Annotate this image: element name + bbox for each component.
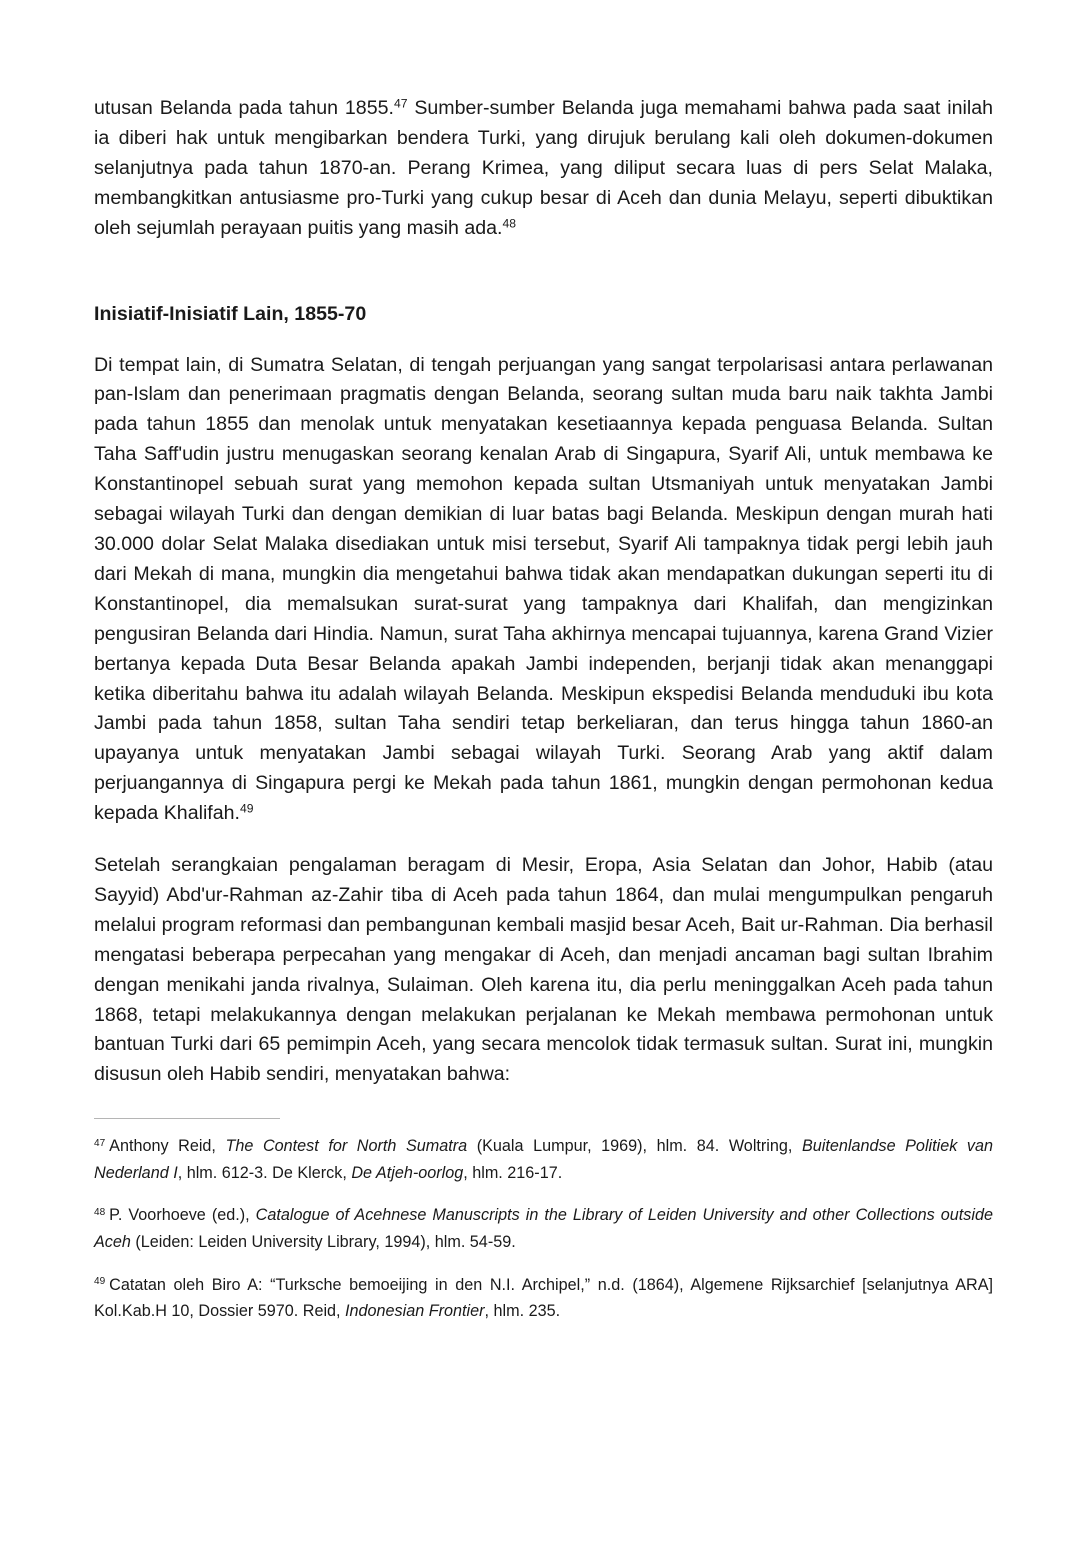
- footnote-text: , hlm. 235.: [484, 1302, 561, 1321]
- footnote-number: 49: [94, 1276, 106, 1288]
- footnote-48: [94, 1202, 993, 1255]
- footnote-47: [94, 1133, 993, 1186]
- footnote-title: Indonesian Frontier: [345, 1302, 485, 1321]
- footnote-text: Catatan oleh Biro A: “Turksche bemoeijing in den N.I. Archipel,” n.d. (1864), Algemene Rijksarchief [selanjutnya ARA] Kol.Kab.H 10, Dossier 5970. Reid,: [94, 1275, 993, 1321]
- paragraph-1: [94, 94, 993, 244]
- footnote-title: Buitenlandse Politiek van Nederland I: [94, 1137, 993, 1182]
- footnote-title: De Atjeh-oorlog: [351, 1163, 464, 1182]
- text-segment: Setelah serangkaian pengalaman beragam di Mesir, Eropa, Asia Selatan dan Johor, Habib (atau Sayyid) Abd'ur-Rahman az-Zahir tiba di Aceh pada tahun 1864, dan mulai mengumpulkan pengaruh melalui program reformasi dan pembangunan kembali masjid besar Aceh, Bait ur-Rahman. Dia berhasil mengatasi beberapa perpecahan yang mengakar di Aceh, dan menjadi ancaman bagi sultan Ibrahim dengan menikahi janda rivalnya, Sulaiman. Oleh karena itu, dia perlu meninggalkan Aceh pada tahun 1868, tetapi melakukannya dengan melakukan perjalanan ke Mekah membawa permohonan untuk bantuan Turki dari 65 pemimpin Aceh, yang secara mencolok tidak termasuk sultan. Surat ini, mungkin disusun oleh Habib sendiri, menyatakan bahwa:: [94, 854, 993, 1086]
- footnote-ref-49[interactable]: 49: [239, 801, 254, 816]
- text-segment: Sumber-sumber Belanda juga memahami bahwa pada saat inilah ia diberi hak untuk mengibarkan bendera Turki, yang dirujuk berulang kali oleh dokumen-dokumen selanjutnya pada tahun 1870-an. Perang Krimea, yang diliput secara luas di pers Selat Malaka, membangkitkan antusiasme pro-Turki yang cukup besar di Aceh dan dunia Melayu, seperti dibuktikan oleh sejumlah perayaan puitis yang masih ada.: [94, 97, 993, 239]
- document-page: [94, 94, 993, 1341]
- footnote-ref-47[interactable]: 47: [393, 96, 408, 111]
- footnote-text: (Leiden: Leiden University Library, 1994), hlm. 54-59.: [130, 1233, 516, 1252]
- footnote-text: P. Voorhoeve (ed.),: [109, 1206, 256, 1225]
- paragraph-2: [94, 351, 993, 830]
- footnote-number: 48: [94, 1206, 106, 1218]
- paragraph-3: [94, 851, 993, 1090]
- section-heading: Inisiatif-Inisiatif Lain, 1855-70: [94, 302, 367, 325]
- text-segment: utusan Belanda pada tahun 1855.: [94, 97, 394, 119]
- footnote-text: , hlm. 216-17.: [463, 1163, 563, 1182]
- footnote-number: 47: [94, 1137, 106, 1149]
- footnote-divider: [94, 1118, 280, 1119]
- footnote-title: Catalogue of Acehnese Manuscripts in the Library of Leiden University and other Collections outside Aceh: [94, 1206, 994, 1252]
- footnote-text: Anthony Reid,: [109, 1137, 226, 1156]
- footnote-ref-48[interactable]: 48: [502, 215, 516, 230]
- footnote-text: , hlm. 612-3. De Klerck,: [177, 1163, 352, 1182]
- footnote-title: The Contest for North Sumatra: [225, 1137, 468, 1156]
- footnote-49: [94, 1272, 993, 1325]
- footnote-text: (Kuala Lumpur, 1969), hlm. 84. Woltring,: [467, 1137, 802, 1156]
- text-segment: Di tempat lain, di Sumatra Selatan, di tengah perjuangan yang sangat terpolarisasi antara perlawanan pan-Islam dan penerimaan pragmatis dengan Belanda, seorang sultan muda baru naik takhta Jambi pada tahun 1855 dan menolak untuk menyatakan kesetiaannya kepada penguasa Belanda. Sultan Taha Saff'udin justru menugaskan seorang kenalan Arab di Singapura, Syarif Ali, untuk membawa ke Konstantinopel sebuah surat yang memohon kepada sultan Utsmaniyah untuk menyatakan Jambi sebagai wilayah Turki dan dengan demikian di luar batas bagi Belanda. Meskipun dengan murah hati 30.000 dolar Selat Malaka disediakan untuk misi tersebut, Syarif Ali tampaknya tidak pergi lebih jauh dari Mekah di mana, mungkin dia mengetahui bahwa tidak akan mendapatkan dukungan seperti itu di Konstantinopel, dia memalsukan surat-surat yang tampaknya dari Khalifah, dan mengizinkan pengusiran Belanda dari Hindia. Namun, surat Taha akhirnya mencapai tujuannya, karena Grand Vizier bertanya kepada Duta Besar Belanda apakah Jambi independen, berjanji tidak akan menanggapi ketika diberitahu bahwa itu adalah wilayah Belanda. Meskipun ekspedisi Belanda menduduki ibu kota Jambi pada tahun 1858, sultan Taha sendiri tetap berkeliaran, dan terus hingga tahun 1860-an upayanya untuk menyatakan Jambi sebagai wilayah Turki. Seorang Arab yang aktif dalam perjuangannya di Singapura pergi ke Mekah pada tahun 1861, mungkin dengan permohonan kedua kepada Khalifah.: [94, 353, 993, 825]
